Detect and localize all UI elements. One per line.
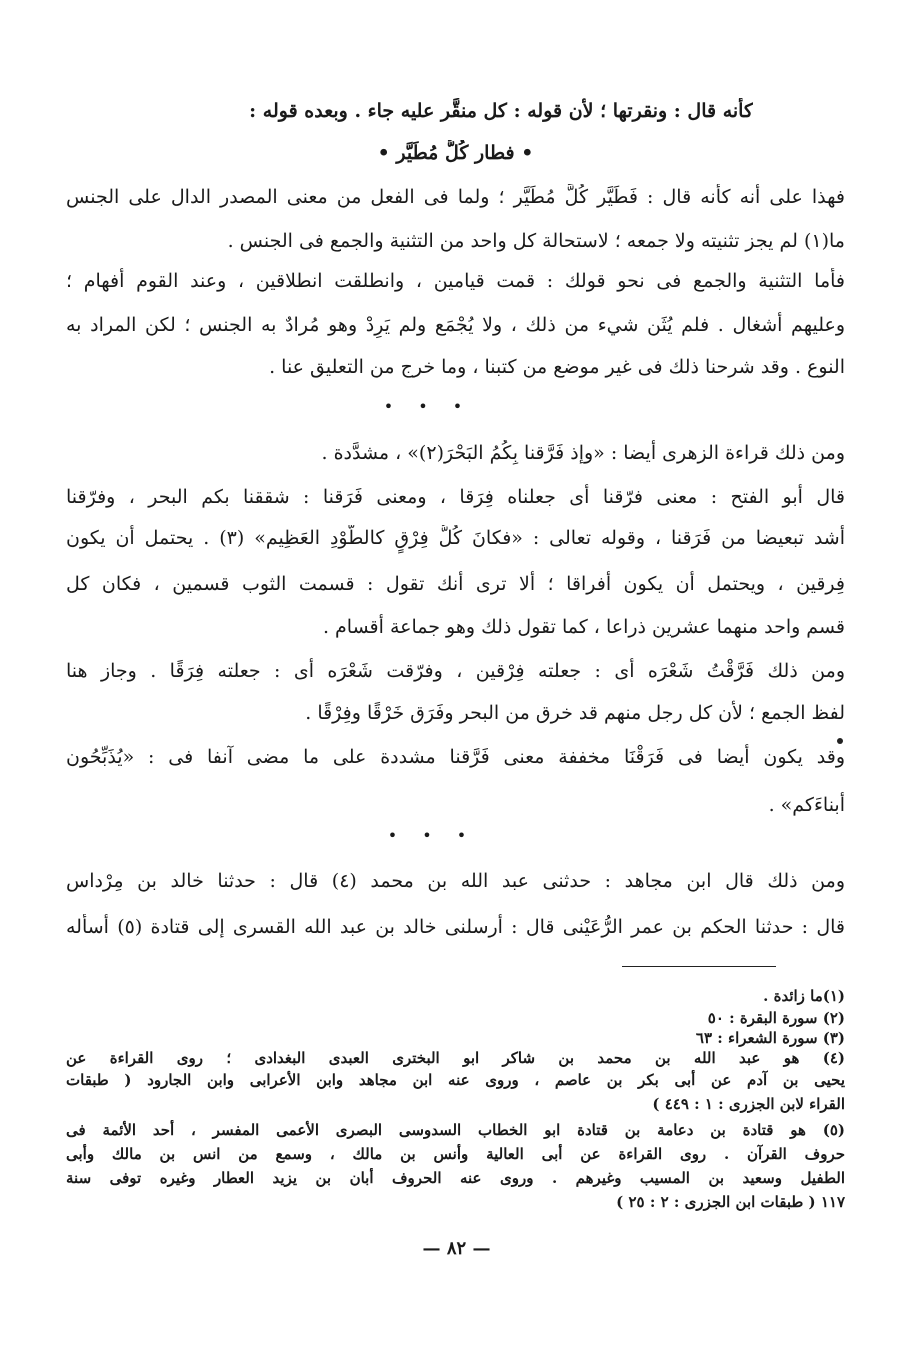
- verse-line: • فطار كُلُّ مُطَيَّر •: [377, 142, 534, 164]
- text-line: قال أبو الفتح : معنى فرّقنا أى جعلناه فِرَقا ، ومعنى فَرَقنا : شققنا بكم البحر ، وفرّقنا: [66, 486, 845, 508]
- page-number: — ٨٢ —: [422, 1238, 491, 1259]
- text-line: قسم واحد منهما عشرين ذراعا ، كما تقول ذلك وهو جماعة أقسام .: [322, 616, 845, 638]
- footnote-line: (٣) سورة الشعراء : ٦٣: [695, 1029, 845, 1047]
- text-line: كأنه قال : ونقرتها ؛ لأن قوله : كل منقَّر عليه جاء . وبعده قوله :: [249, 100, 753, 122]
- text-line: فأما التثنية والجمع فى نحو قولك : قمت قيامين ، وانطلقت انطلاقين ، وعند القوم أفهام ؛: [66, 270, 845, 292]
- footnote-line: (٢) سورة البقرة : ٥٠: [707, 1009, 845, 1027]
- text-line: وقد يكون أيضا فى فَرَقْنَا مخففة معنى فَرَّقنا مشددة على ما مضى آنفا فى : «يُذَبِّحُون: [66, 746, 845, 768]
- text-line: قال : حدثنا الحكم بن عمر الرُّعَيْنى قال : أرسلنى خالد بن عبد الله القسرى إلى قتادة (٥) أسأله: [66, 916, 845, 938]
- footnote-line: (٤) هو عبد الله بن محمد بن شاكر ابو البخترى العبدى البغدادى ؛ روى القراءة عن: [66, 1049, 845, 1067]
- text-line: وعليهم أشغال . فلم يُثَن شيء من ذلك ، ولا يُجْمَع ولم يَرِدْ وهو مُرادٌ به الجنس ؛ لكن المراد به: [66, 314, 845, 336]
- section-separator: • • •: [383, 397, 473, 416]
- footnotes: [66, 0, 845, 1230]
- footnote-line: القراء لابن الجزرى : ١ : ٤٤٩ ): [652, 1095, 845, 1113]
- text-line: ما(١) لم يجز تثنيته ولا جمعه ؛ لاستحالة كل واحد من التثنية والجمع فى الجنس .: [227, 230, 845, 252]
- text-line: أبناءَكم» .: [768, 794, 845, 816]
- footnote-line: حروف القرآن . روى القراءة عن أبى العالية وأنس بن مالك ، وسمع من انس بن مالك وأبى: [66, 1145, 845, 1163]
- text-line: ومن ذلك فَرَّقْتُ شَعْرَه أى : جعلته فِرْقين ، وفرّقت شَعْرَه أى : جعلته فِرَقًا . وجاز هنا: [66, 660, 845, 682]
- text-line: فهذا على أنه كأنه قال : فَطَيَّر كُلَّ مُطَيَّر ؛ ولما فى الفعل من معنى المصدر الدال على الجنس: [66, 186, 845, 208]
- text-line: لفظ الجمع ؛ لأن كل رجل منهم قد خرق من البحر وفَرَق خَرْقًا وفِرْقًا .: [305, 702, 845, 724]
- footnote-line: يحيى بن آدم عن أبى بكر بن عاصم ، وروى عنه ابن مجاهد وابن الأعرابى وابن الجارود ( طبقات: [66, 1071, 845, 1089]
- text-line: فِرقين ، ويحتمل أن يكون أفراقا ؛ ألا ترى أنك تقول : قسمت الثوب قسمين ، فكان كل: [66, 573, 845, 595]
- footnote-line: ١١٧ ( طبقات ابن الجزرى : ٢ : ٢٥ ): [616, 1193, 845, 1211]
- text-line: النوع . وقد شرحنا ذلك فى غير موضع من كتبنا ، وما خرج من التعليق عنا .: [269, 356, 845, 378]
- text-line: ومن ذلك قال ابن مجاهد : حدثنى عبد الله بن محمد (٤) قال : حدثنا خالد بن مِرْداس: [66, 870, 845, 892]
- footnote-line: (٥) هو قتادة بن دعامة بن قتادة ابو الخطاب السدوسى البصرى الأعمى المفسر ، أحد الأئمة فى: [66, 1121, 845, 1139]
- footnote-line: الطفيل وسعيد بن المسيب وغيرهم . وروى عنه الحروف أبان بن يزيد العطار وغيره توفى سنة: [66, 1169, 845, 1187]
- footnote-line: (١)ما زائدة .: [763, 987, 845, 1005]
- section-separator: • • •: [387, 826, 477, 845]
- text-line: أشد تبعيضا من فَرَقنا ، وقوله تعالى : «فكانَ كُلُّ فِرْقٍ كالطَّوْدِ العَظِيم» (٣) . يحتمل أن يكون: [66, 527, 845, 549]
- text-line: ومن ذلك قراءة الزهرى أيضا : «وإذ فَرَّقنا بِكُمُ البَحْرَ(٢)» ، مشدَّدة .: [321, 442, 845, 464]
